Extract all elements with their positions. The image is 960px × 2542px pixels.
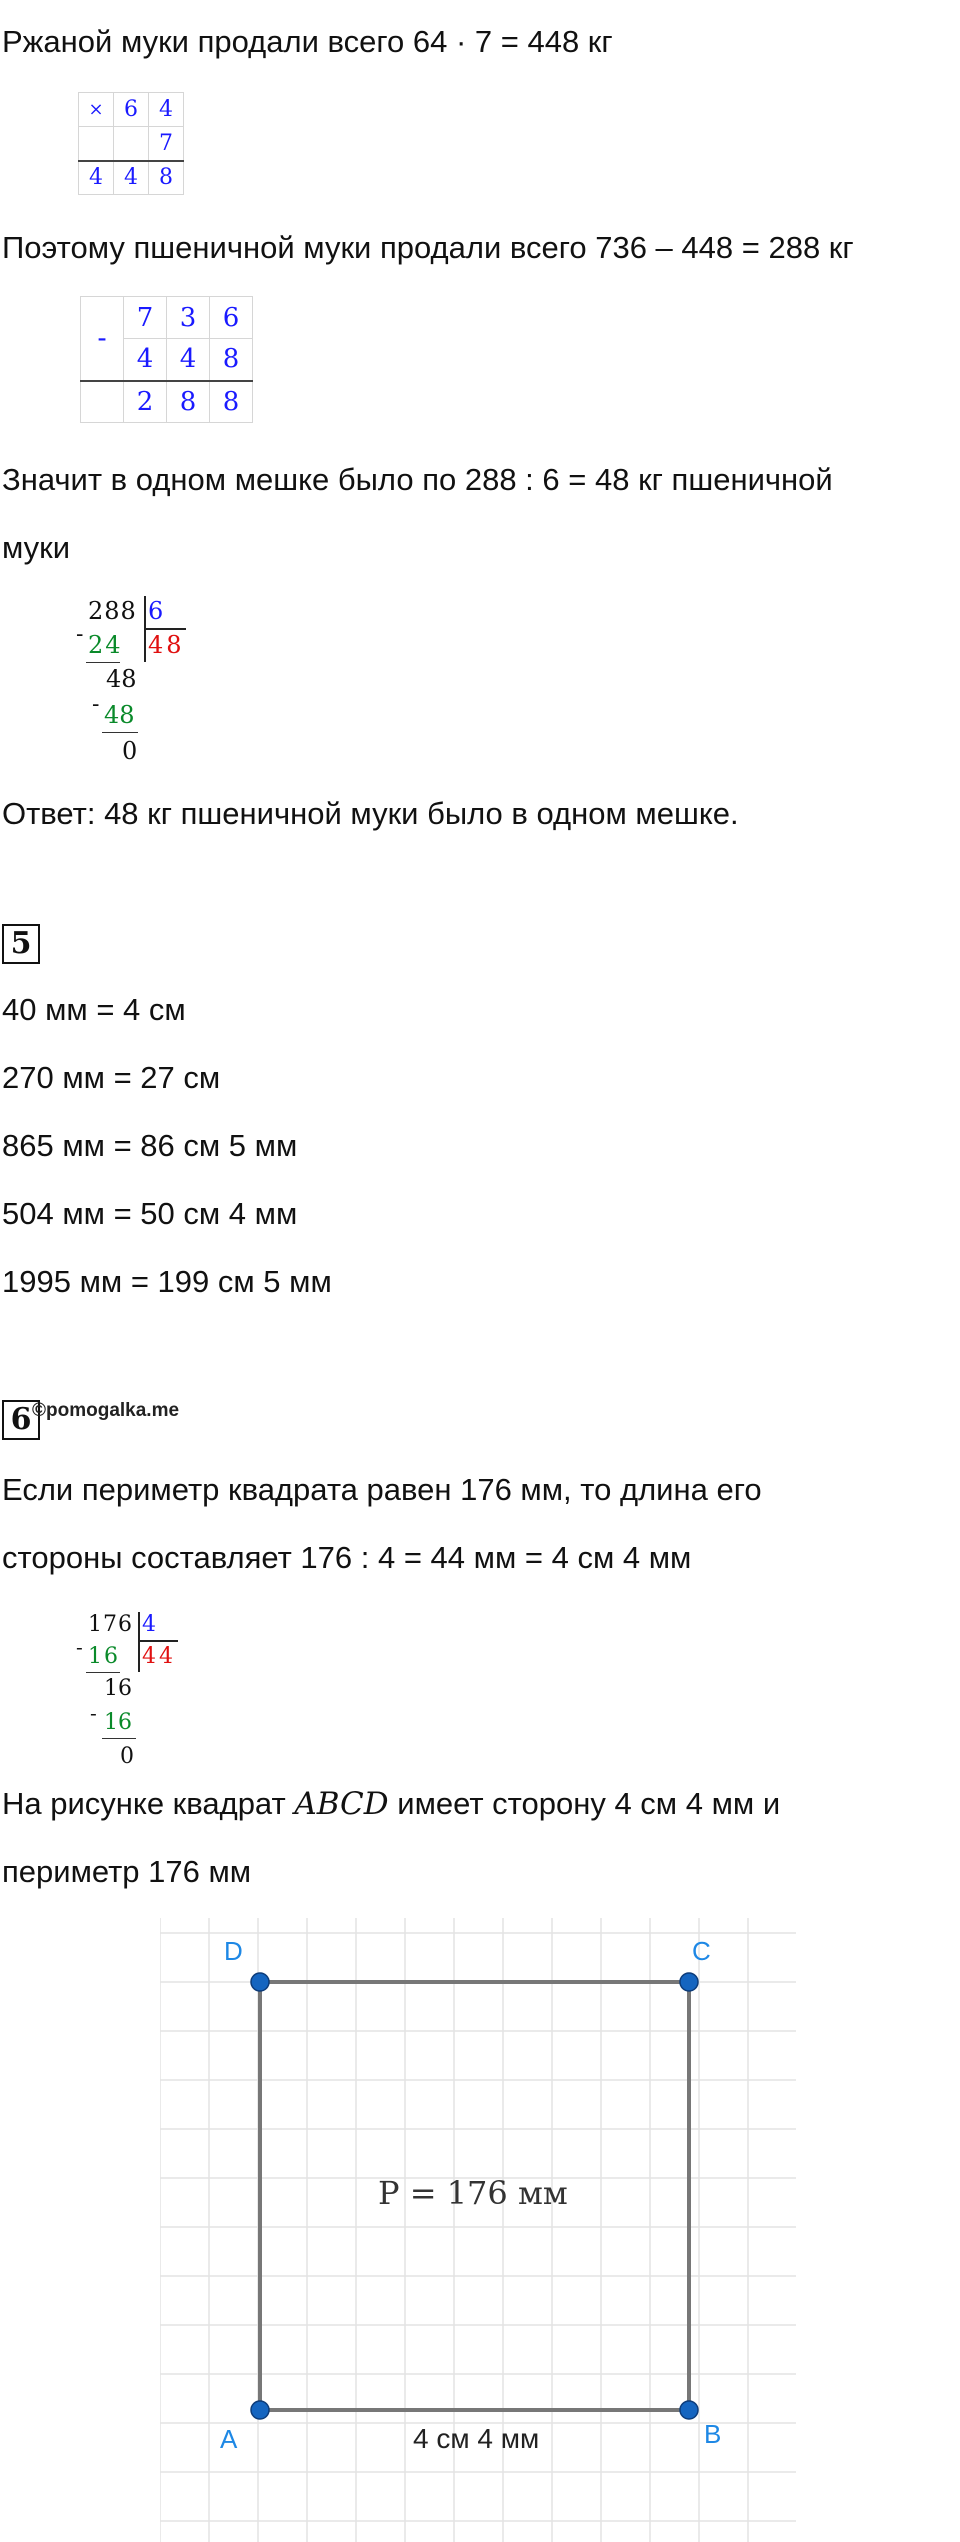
mult-digit: 6 (114, 93, 149, 127)
division-step: 24 (88, 631, 123, 659)
text-line-per-bag-cont: муки (2, 530, 71, 565)
division-underline (86, 662, 120, 663)
mult-sign: × (79, 93, 114, 127)
label-a: A (220, 2424, 238, 2454)
point-a (251, 2401, 269, 2419)
sub-digit: 6 (210, 297, 253, 339)
division-remainder: 48 (106, 665, 137, 693)
text-line-side: стороны составляет 176 : 4 = 44 мм = 4 см 4 мм (2, 1540, 692, 1575)
sub-sign: - (81, 297, 124, 381)
conversion-line: 270 мм = 27 см (2, 1060, 221, 1095)
side-length-label: 4 см 4 мм (413, 2423, 540, 2454)
divisor: 4 (142, 1612, 156, 1637)
sub-digit: 4 (124, 339, 167, 381)
divisor: 6 (148, 597, 164, 625)
text-line-per-bag: Значит в одном мешке было по 288 : 6 = 48 кг пшеничной (2, 462, 833, 497)
mult-digit: 4 (149, 93, 184, 127)
sub-digit: 3 (167, 297, 210, 339)
problem-number-5: 5 (2, 924, 40, 964)
conversion-line: 865 мм = 86 см 5 мм (2, 1128, 298, 1163)
division-step: 16 (104, 1710, 132, 1735)
sub-result-digit: 2 (124, 381, 167, 423)
perimeter-label: P = 176 мм (378, 2174, 568, 2212)
sub-digit: 4 (167, 339, 210, 381)
sub-result-digit: 8 (210, 381, 253, 423)
division-remainder: 0 (122, 737, 138, 765)
multiplication-grid (78, 92, 184, 195)
conversion-line: 40 мм = 4 см (2, 992, 186, 1027)
sub-digit: 8 (210, 339, 253, 381)
text-segment: имеет сторону 4 см 4 мм и (388, 1786, 781, 1821)
division-underline (102, 732, 138, 733)
point-c (680, 1973, 698, 1991)
minus-sign: - (76, 1635, 83, 1659)
division-underline (86, 1672, 120, 1673)
mult-digit: 7 (149, 127, 184, 161)
dividend: 288 (88, 597, 137, 625)
label-d: D (224, 1936, 243, 1966)
sub-digit: 7 (124, 297, 167, 339)
quotient: 44 (142, 1644, 176, 1669)
label-c: C (692, 1936, 711, 1966)
grid-cell (81, 381, 124, 423)
square-figure (160, 1918, 796, 2542)
text-line-rye: Ржаной муки продали всего 64 · 7 = 448 кг (2, 24, 613, 59)
sub-result-digit: 8 (167, 381, 210, 423)
conversion-line: 504 мм = 50 см 4 мм (2, 1196, 298, 1231)
conversion-line: 1995 мм = 199 см 5 мм (2, 1264, 332, 1299)
division-underline (102, 1738, 136, 1739)
text-line-perimeter-value: периметр 176 мм (2, 1854, 252, 1889)
subtraction-grid (80, 296, 253, 423)
mult-result-digit: 4 (114, 161, 149, 195)
quotient: 48 (148, 631, 185, 659)
long-division-288-6 (76, 596, 196, 776)
division-step: 48 (104, 701, 135, 729)
minus-sign: - (92, 692, 100, 717)
watermark: ©pomogalka.me (32, 1400, 180, 1421)
math-variable: ABCD (294, 1786, 389, 1822)
minus-sign: - (90, 1701, 97, 1725)
point-b (680, 2401, 698, 2419)
long-division-176-4 (76, 1610, 196, 1780)
point-d (251, 1973, 269, 1991)
division-step: 16 (88, 1644, 120, 1669)
mult-result-digit: 4 (79, 161, 114, 195)
text-segment: На рисунке квадрат (2, 1786, 295, 1821)
grid-cell (114, 127, 149, 161)
text-line-wheat-sold: Поэтому пшеничной муки продали всего 736 – 448 = 288 кг (2, 230, 854, 265)
dividend: 176 (88, 1612, 133, 1637)
grid-cell (79, 127, 114, 161)
text-line-answer: Ответ: 48 кг пшеничной муки было в одном мешке. (2, 796, 739, 831)
text-line-perimeter: Если периметр квадрата равен 176 мм, то длина его (2, 1472, 762, 1507)
minus-sign: - (76, 622, 84, 647)
division-remainder: 0 (120, 1744, 134, 1769)
mult-result-digit: 8 (149, 161, 184, 195)
text-line-square (2, 1784, 780, 1824)
division-bar (138, 1612, 140, 1672)
label-b: B (704, 2419, 722, 2449)
division-remainder: 16 (104, 1676, 132, 1701)
problem-number-6: 6 (2, 1400, 40, 1440)
